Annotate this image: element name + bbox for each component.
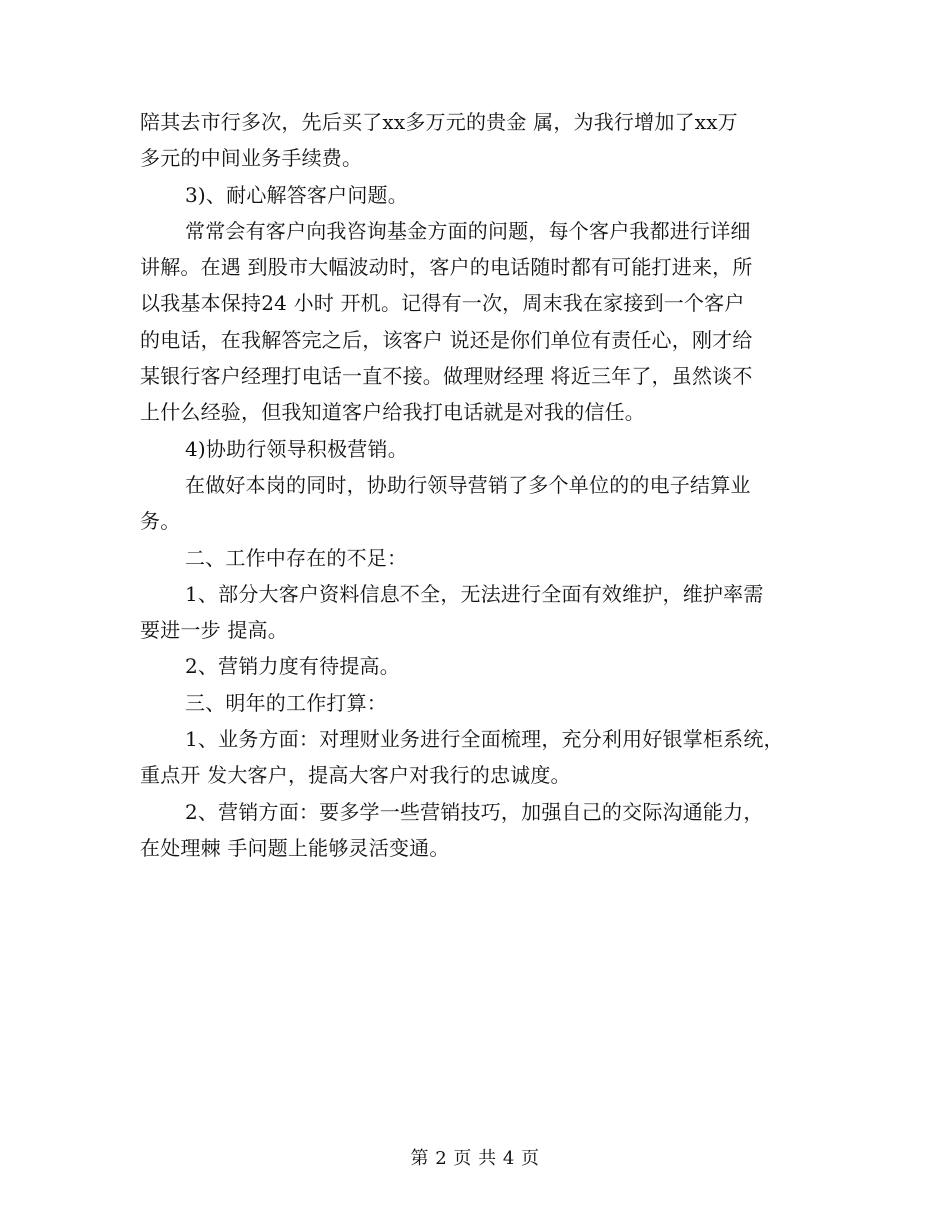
list-item: 1、部分大客户资料信息不全，无法进行全面有效维护，维护率需: [185, 581, 764, 606]
document-body: [140, 104, 810, 866]
text-line: 的电话，在我解答完之后，该客户 说还是你们单位有责任心，刚才给: [140, 327, 753, 352]
text-line: 务。: [140, 509, 181, 534]
section-heading: 二、工作中存在的不足：: [185, 545, 408, 570]
paragraph-start: 在做好本岗的同时，协助行领导营销了多个单位的的电子结算业: [185, 472, 751, 497]
section-heading: 4)协助行领导积极营销。: [185, 436, 408, 461]
section-heading: 3)、耐心解答客户问题。: [185, 182, 408, 207]
text-line: 重点开 发大客户，提高大客户对我行的忠诚度。: [140, 763, 571, 788]
text-line: 某银行客户经理打电话一直不接。做理财经理 将近三年了，虽然谈不: [140, 364, 753, 389]
paragraph-start: 常常会有客户向我咨询基金方面的问题，每个客户我都进行详细: [185, 218, 751, 243]
text-line: 多元的中间业务手续费。: [140, 146, 363, 171]
page-number-footer: 第 2 页 共 4 页: [410, 1148, 540, 1169]
text-line: 在处理棘 手问题上能够灵活变通。: [140, 835, 450, 860]
text-line: 上什么经验，但我知道客户给我打电话就是对我的信任。: [140, 400, 645, 425]
text-line: 陪其去市行多次，先后买了xx多万元的贵金 属，为我行增加了xx万: [140, 110, 738, 134]
list-item: 2、营销力度有待提高。: [185, 654, 400, 679]
section-heading: 三、明年的工作打算：: [185, 690, 387, 715]
text-line: 要进一步 提高。: [140, 618, 288, 643]
list-item: 2、营销方面：要多学一些营销技巧，加强自己的交际沟通能力，: [185, 799, 764, 824]
text-line: 以我基本保持24 小时 开机。记得有一次，周末我在家接到一个客户: [140, 291, 745, 316]
list-item: 1、业务方面：对理财业务进行全面梳理，充分利用好银掌柜系统，: [185, 727, 784, 752]
text-line: 讲解。在遇 到股市大幅波动时，客户的电话随时都有可能打进来，所: [140, 255, 753, 280]
